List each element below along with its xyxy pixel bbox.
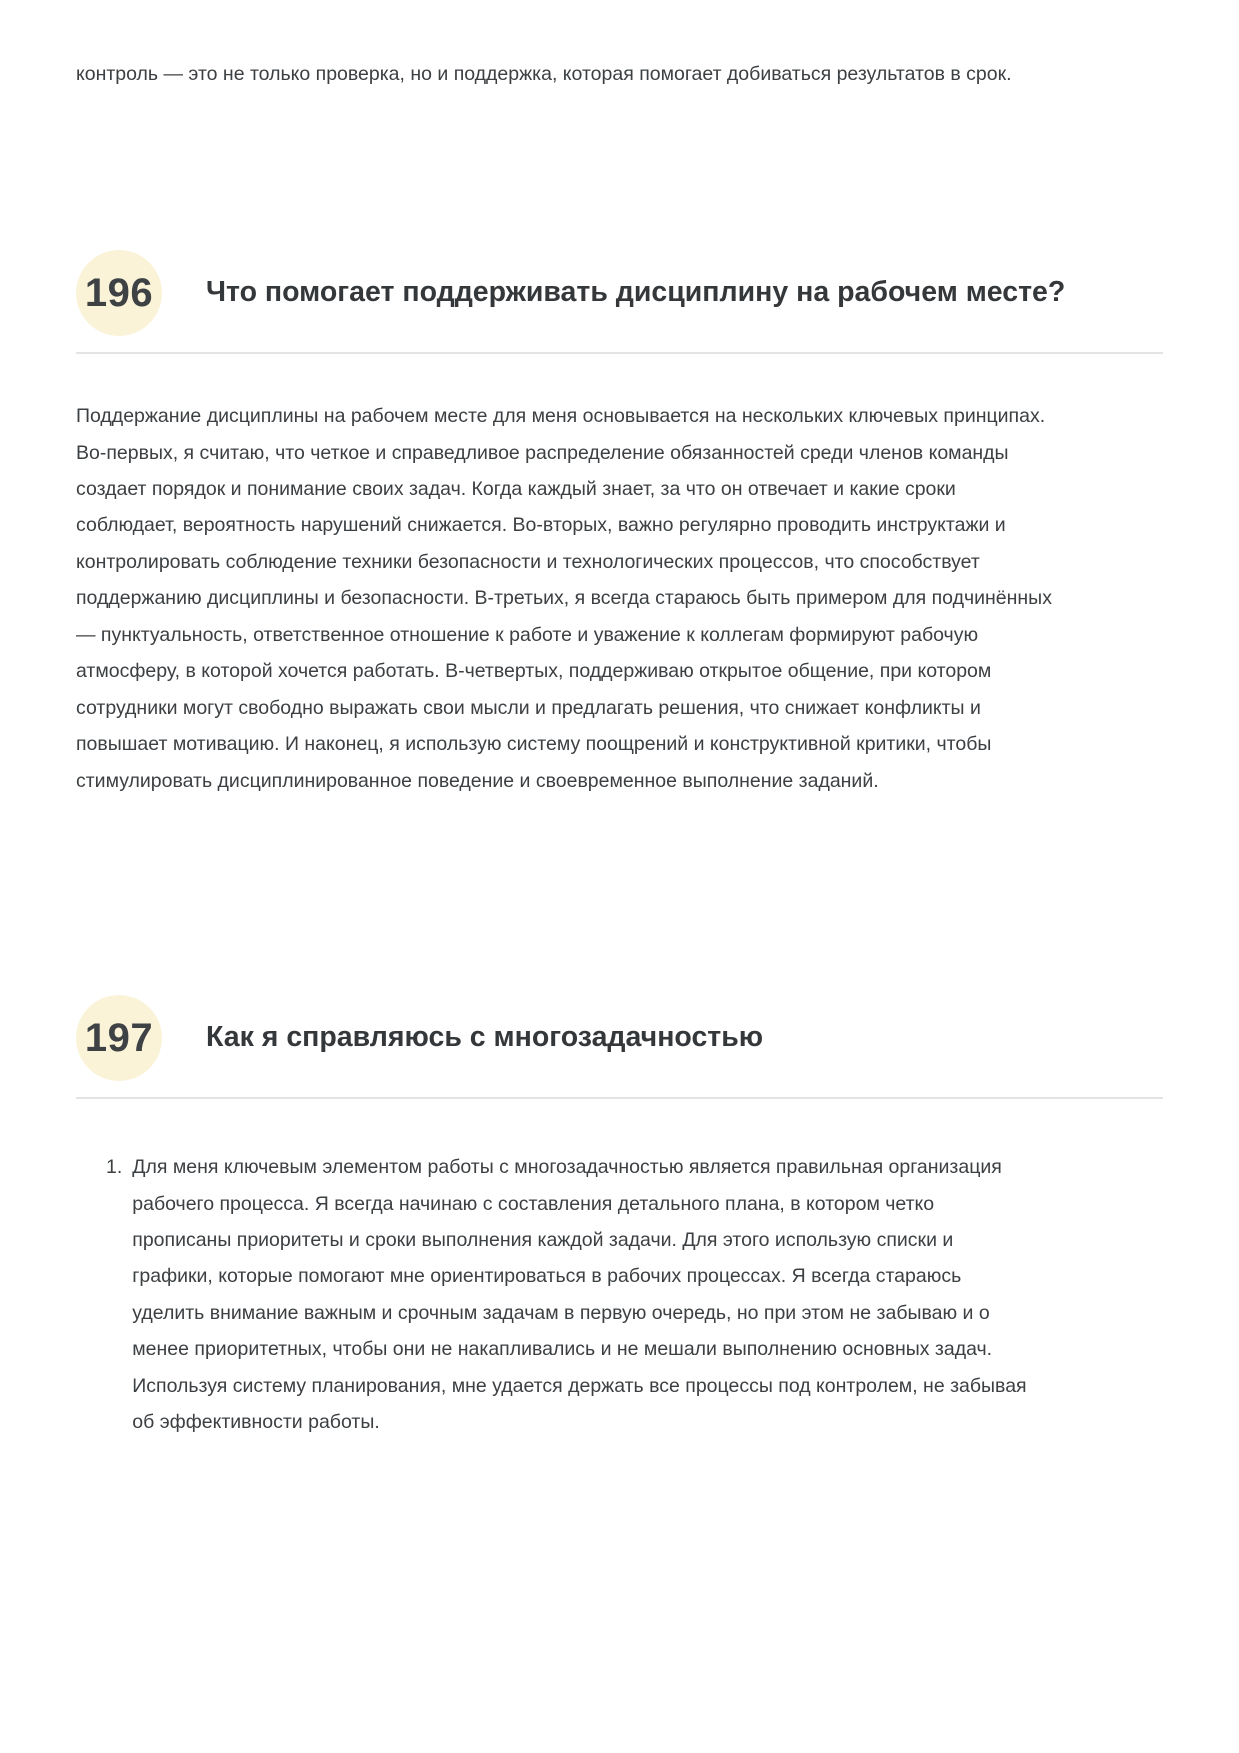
section-divider xyxy=(76,352,1163,354)
list-item-text: Для меня ключевым элементом работы с многозадачностью является правильная организация рабочего процесса. Я всегда начинаю с составления детального плана, в котором четко прописаны приоритеты и сроки выполнения каждой задачи. Для этого использую списки и графики, которые помогают мне ориентироваться в рабочих процессах. Я всегда стараюсь уделить внимание важным и срочным задачам в первую очередь, но при этом не забываю и о менее приоритетных, чтобы они не накапливались и не мешали выполнению основных задач. Используя систему планирования, мне удается держать все процессы под контролем, не забывая об эффективности работы. xyxy=(132,1156,1027,1434)
list-item-number: 1. xyxy=(106,1156,123,1179)
section-divider xyxy=(76,1097,1163,1099)
section-question-196 xyxy=(76,250,1163,799)
question-title: Что помогает поддерживать дисциплину на рабочем месте? xyxy=(206,276,1066,309)
section-header xyxy=(76,250,1163,336)
section-header xyxy=(76,995,1163,1081)
question-number-badge: 197 xyxy=(76,995,162,1081)
answer-list-item xyxy=(106,1149,1036,1441)
section-question-197 xyxy=(76,995,1163,1441)
answer-paragraph: Поддержание дисциплины на рабочем месте для меня основывается на нескольких ключевых принципах. Во-первых, я считаю, что четкое и справедливое распределение обязанностей среди членов команды создает порядок и понимание своих задач. Когда каждый знает, за что он отвечает и какие сроки соблюдает, вероятность нарушений снижается. Во-вторых, важно регулярно проводить инструктажи и контролировать соблюдение техники безопасности и технологических процессов, что способствует поддержанию дисциплины и безопасности. В-третьих, я всегда стараюсь быть примером для подчинённых — пунктуальность, ответственное отношение к работе и уважение к коллегам формируют рабочую атмосферу, в которой хочется работать. В-четвертых, поддерживаю открытое общение, при котором сотрудники могут свободно выражать свои мысли и предлагать решения, что снижает конфликты и повышает мотивацию. И наконец, я использую систему поощрений и конструктивной критики, чтобы стимулировать дисциплинированное поведение и своевременное выполнение заданий. xyxy=(76,405,1052,792)
intro-paragraph: контроль — это не только проверка, но и поддержка, которая помогает добиваться результатов в срок. xyxy=(76,63,1012,85)
question-title: Как я справляюсь с многозадачностью xyxy=(206,1021,764,1054)
question-number-badge: 196 xyxy=(76,250,162,336)
answer-list xyxy=(76,1149,1036,1441)
